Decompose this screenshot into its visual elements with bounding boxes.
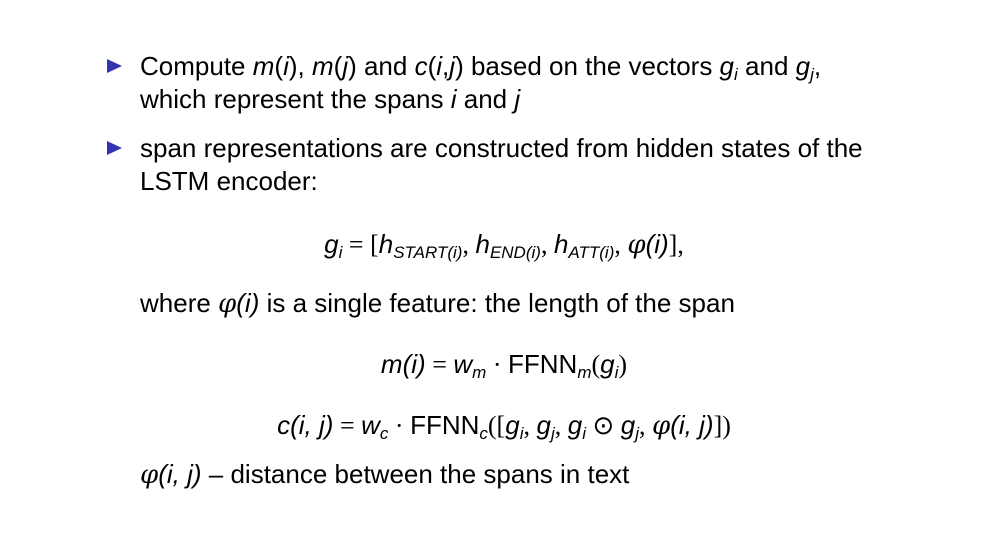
text: where	[140, 288, 219, 318]
text: and	[456, 84, 515, 114]
math-var: g	[536, 410, 551, 440]
bullet-1-line-1	[140, 50, 821, 83]
math-subscript: j	[810, 65, 814, 84]
math-var: m(i)	[380, 349, 426, 379]
math-var: g	[795, 51, 811, 81]
where-line	[140, 287, 735, 321]
text: (	[333, 51, 343, 81]
math-var: c	[414, 51, 428, 81]
math-subscript: i	[614, 363, 619, 382]
math-var: g	[324, 229, 339, 259]
math-var: g	[567, 410, 583, 440]
bullet-marker-2	[107, 141, 122, 155]
math-var: j	[342, 51, 349, 81]
math-subscript: j	[635, 424, 640, 443]
math-op: ([	[487, 411, 506, 440]
math-function: FFNN	[410, 410, 480, 440]
math-op: ,	[523, 411, 537, 440]
math-op: (	[591, 350, 601, 379]
distance-note	[140, 458, 629, 492]
math-var: g	[620, 410, 636, 440]
math-var: w	[361, 410, 380, 440]
math-var: h	[553, 229, 569, 259]
math-op: ,	[462, 230, 476, 259]
bullet-marker-1	[107, 59, 122, 73]
math-op: ·	[486, 350, 508, 379]
math-var: g	[505, 410, 520, 440]
equation-span-representation	[0, 228, 1008, 262]
math-op: ,	[614, 230, 628, 259]
bullet-1-line-2	[140, 83, 520, 116]
text: ,	[813, 51, 822, 81]
math-var: h	[475, 229, 490, 259]
math-phi: φ	[652, 411, 671, 441]
math-op: ,	[639, 411, 653, 440]
math-op: ])	[713, 411, 731, 440]
math-op: ⊙	[585, 411, 621, 440]
math-var: (i, j)	[670, 410, 714, 440]
math-subscript: START(i)	[393, 243, 463, 262]
text: – distance between the spans in text	[201, 459, 630, 489]
math-var: (i, j)	[158, 459, 202, 489]
math-var: m	[252, 51, 275, 81]
text: (	[274, 51, 284, 81]
bullet-2-line-2: LSTM encoder:	[140, 166, 318, 196]
math-var: m	[311, 51, 334, 81]
math-var: j	[514, 84, 521, 114]
math-op: ,	[554, 411, 568, 440]
math-op: )	[618, 350, 628, 379]
text: is a single feature: the length of the span	[259, 288, 735, 318]
math-op: ·	[388, 411, 411, 440]
math-subscript: i	[582, 424, 586, 443]
math-op: =	[333, 411, 362, 440]
math-var: g	[719, 51, 735, 81]
math-var: j	[449, 51, 456, 81]
math-op: ,	[540, 230, 554, 259]
math-phi: φ	[140, 460, 159, 490]
text: ),	[288, 51, 312, 81]
math-var: g	[600, 349, 615, 379]
math-subscript: m	[577, 363, 592, 382]
math-subscript: i	[519, 424, 524, 443]
math-op: = [	[342, 230, 379, 259]
math-subscript: m	[472, 363, 487, 382]
text: and	[737, 51, 796, 81]
math-subscript: END(i)	[489, 243, 541, 262]
math-subscript: i	[734, 65, 738, 84]
math-phi: φ	[627, 230, 646, 260]
text: ) based on the vectors	[455, 51, 720, 81]
text: (	[427, 51, 437, 81]
text: which represent the spans	[140, 84, 451, 114]
math-subscript: c	[379, 424, 389, 443]
text: ) and	[348, 51, 415, 81]
text: Compute	[140, 51, 253, 81]
equation-coreference-score	[0, 409, 1008, 443]
math-phi: φ	[218, 289, 237, 319]
math-var: i	[283, 51, 289, 81]
math-var: i	[436, 51, 443, 81]
math-var: (i)	[236, 288, 260, 318]
math-var: w	[453, 349, 473, 379]
math-subscript: c	[479, 424, 488, 443]
math-function: FFNN	[507, 349, 578, 379]
equation-mention-score	[0, 348, 1008, 381]
math-subscript: j	[550, 424, 555, 443]
math-subscript: ATT(i)	[568, 243, 615, 262]
bullet-2-line-1: span representations are constructed from hidden states of the	[140, 133, 863, 163]
math-var: (i)	[645, 229, 669, 259]
math-var: i	[450, 84, 457, 114]
math-subscript: i	[338, 243, 343, 262]
math-op: ],	[668, 230, 684, 259]
text: ,	[442, 51, 450, 81]
math-var: c(i, j)	[277, 410, 334, 440]
math-var: h	[378, 229, 394, 259]
math-op: =	[425, 350, 454, 379]
